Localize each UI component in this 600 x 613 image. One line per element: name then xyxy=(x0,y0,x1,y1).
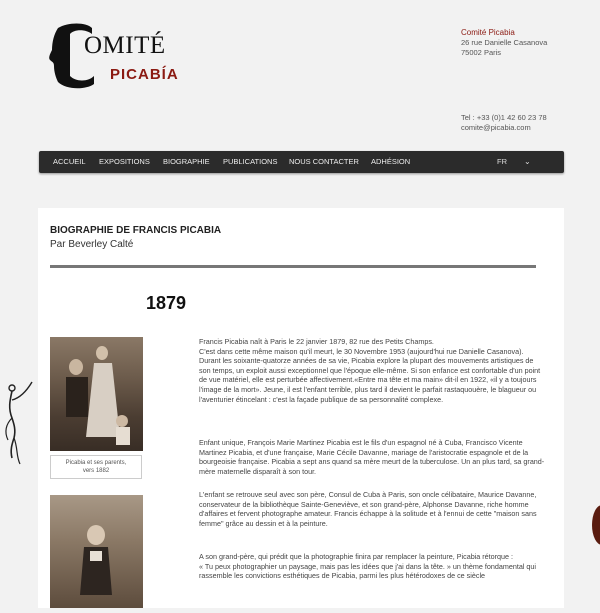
email-link[interactable]: comite@picabia.com xyxy=(461,123,531,132)
family-photo[interactable] xyxy=(50,337,143,451)
language-selector[interactable]: FR xyxy=(497,157,507,166)
address-line-2: 75002 Paris xyxy=(461,48,502,57)
bio-line-death: C'est dans cette même maison qu'il meurt, le 30 Novembre 1953 (aujourd'hui rue Danielle Casanova). xyxy=(199,346,524,356)
bio-paragraph-3 xyxy=(199,490,545,528)
bio-line-birth: Francis Picabia naît à Paris le 22 janvier 1879, 82 rue des Petits Champs. xyxy=(199,337,434,346)
address-line-1: 26 rue Danielle Casanova xyxy=(461,38,548,47)
header-address xyxy=(461,28,547,58)
content-card xyxy=(38,208,564,608)
nav-item-accueil[interactable]: ACCUEIL xyxy=(53,157,86,166)
header-contact xyxy=(461,113,547,133)
nav-item-publications[interactable]: PUBLICATIONS xyxy=(223,157,278,166)
chevron-down-icon[interactable]: ⌄ xyxy=(524,157,531,166)
bio-line-retort: A son grand-père, qui prédit que la photographie finira par remplacer la peinture, Picabia rétorque : xyxy=(199,552,514,561)
bio-text: Enfant unique, François Marie Martinez Picabia est le fils d'un espagnol né à Cuba, Francisco Vicente Martinez Picabia, et d'une française, Marie Cécile Davanne, mariage de l'aristocratie espagnole et de la bourgeoisie française. Picabia a sept ans quand sa mère meurt de la tuberculose. Un an plus tard, sa grand-mère maternelle disparaît à son tour. xyxy=(199,438,545,476)
child-photo[interactable] xyxy=(50,495,143,608)
photo-caption xyxy=(50,455,142,479)
side-decoration xyxy=(592,505,600,545)
bio-paragraph-1 xyxy=(199,337,545,404)
page-title: BIOGRAPHIE DE FRANCIS PICABIA xyxy=(50,225,222,236)
bio-paragraph-4 xyxy=(199,552,545,581)
nav-item-expositions[interactable]: EXPOSITIONS xyxy=(99,157,150,166)
phone-text: Tel : +33 (0)1 42 60 23 78 xyxy=(461,113,547,122)
caption-line-2: vers 1882 xyxy=(82,468,110,474)
main-nav xyxy=(39,151,564,173)
title-divider xyxy=(50,265,536,268)
logo-comite-text: OMITÉ xyxy=(84,32,166,59)
bio-text: L'enfant se retrouve seul avec son père, Consul de Cuba à Paris, son oncle célibataire, Maurice Davanne, conservateur de la bibliothèque Sainte-Geneviève, et son grand-père, Alphonse Davanne, riche homme d'affaires et fervent photographe amateur. Francis échappe à la solitude et à l'ennui de cette "maison sans femme" grâce au dessin et à la peinture. xyxy=(199,490,537,528)
logo-picabia-text: PICABÍA xyxy=(110,66,179,83)
caption-line-1: Picabia et ses parents, xyxy=(65,460,127,466)
bio-line-quote: « Tu peux photographier un paysage, mais pas les idées que j'ai dans la tête. » un thème fondamental qui rassemble les convictions esthétiques de Picabia, parmi les plus hétérodoxes de ce siècle xyxy=(199,561,537,581)
family-photo-figures xyxy=(50,337,143,451)
nav-item-adhesion[interactable]: ADHÉSION xyxy=(371,157,411,166)
site-logo[interactable] xyxy=(46,20,179,90)
nav-item-nous-contacter[interactable]: NOUS CONTACTER xyxy=(289,157,359,166)
dancer-drawing-icon xyxy=(2,378,42,466)
org-name: Comité Picabia xyxy=(461,28,515,37)
page-subtitle: Par Beverley Calté xyxy=(50,239,134,250)
bio-paragraph-2 xyxy=(199,438,545,476)
child-photo-figure xyxy=(50,495,143,608)
nav-item-biographie[interactable]: BIOGRAPHIE xyxy=(163,157,210,166)
bio-line-life: Durant les soixante-quatorze années de sa vie, Picabia explore la plupart des mouvements artistiques de son temps, un exploit aussi exceptionnel que l'époque elle-même. Si son enfance est confortable d'un point de vue matériel, elle est perturbée affectivement.«Entre ma tête et ma main» dit-il en 1922, «il y a toujours l'image de la mort». Jeune, il est l'enfant terrible, plus tard il devient le parfait rastaquouère, le blagueur ou l'aventurier étincelant : c'est la façade publique de sa personnalité complexe. xyxy=(199,356,541,404)
year-heading: 1879 xyxy=(146,293,187,313)
